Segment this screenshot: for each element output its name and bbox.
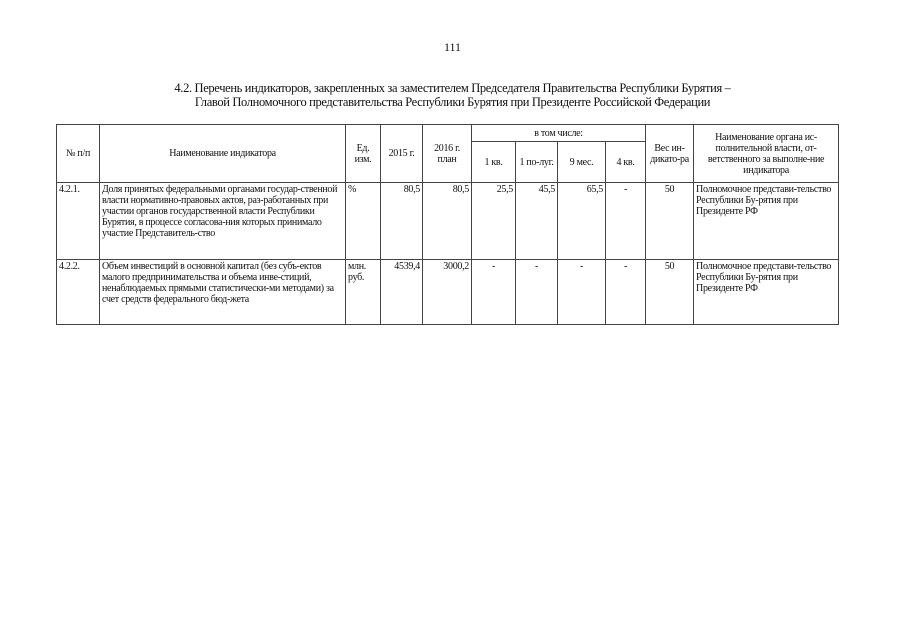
cell-num: 4.2.2. [57,260,100,325]
indicators-table [56,124,839,325]
cell-q1: 25,5 [472,183,516,260]
header-organ: Наименование органа ис-полнительной власти, от-ветственного за выполне-ние индикатора [694,125,839,183]
header-q4: 4 кв. [606,142,646,183]
cell-2015: 80,5 [381,183,423,260]
header-q1: 1 кв. [472,142,516,183]
table-header [57,125,839,183]
cell-unit: млн. руб. [346,260,381,325]
cell-9-months: 65,5 [558,183,606,260]
title-line-2: Главой Полномочного представительства Республики Бурятия при Президенте Российской Федерации [194,95,711,109]
header-unit: Ед. изм. [346,125,381,183]
cell-q1: - [472,260,516,325]
cell-name: Доля принятых федеральными органами государ-ственной власти нормативно-правовых актов, раз-работанных при участии органов государственной власти Республики Бурятия, в процессе согласова-ния которых принимало участие Представитель-ство [100,183,346,260]
header-2016-plan: 2016 г. план [423,125,472,183]
cell-q4: - [606,260,646,325]
cell-organ: Полномочное представи-тельство Республики Бу-рятия при Президенте РФ [694,183,839,260]
cell-organ: Полномочное представи-тельство Республики Бу-рятия при Президенте РФ [694,260,839,325]
cell-num: 4.2.1. [57,183,100,260]
cell-2016-plan: 80,5 [423,183,472,260]
cell-half-year: - [516,260,558,325]
table-row [57,260,839,325]
title-line-1: 4.2. Перечень индикаторов, закрепленных за заместителем Председателя Правительства Республики Бурятия – [174,81,731,95]
header-num: № п/п [57,125,100,183]
cell-name: Объем инвестиций в основной капитал (без субъ-ектов малого предпринимательства и объема инве-стиций, ненаблюдаемых прямыми статистически-ми методами) за счет средств федерального бюд-жета [100,260,346,325]
header-9-months: 9 мес. [558,142,606,183]
cell-half-year: 45,5 [516,183,558,260]
header-including: в том числе: [472,125,646,142]
table-row [57,183,839,260]
page-number: 111 [443,40,462,54]
header-name: Наименование индикатора [100,125,346,183]
cell-weight: 50 [646,260,694,325]
cell-9-months: - [558,260,606,325]
header-2015: 2015 г. [381,125,423,183]
cell-unit: % [346,183,381,260]
header-half-year: 1 по-луг. [516,142,558,183]
cell-weight: 50 [646,183,694,260]
cell-2016-plan: 3000,2 [423,260,472,325]
document-title [60,81,845,109]
header-weight: Вес ин-дикато-ра [646,125,694,183]
cell-2015: 4539,4 [381,260,423,325]
cell-q4: - [606,183,646,260]
